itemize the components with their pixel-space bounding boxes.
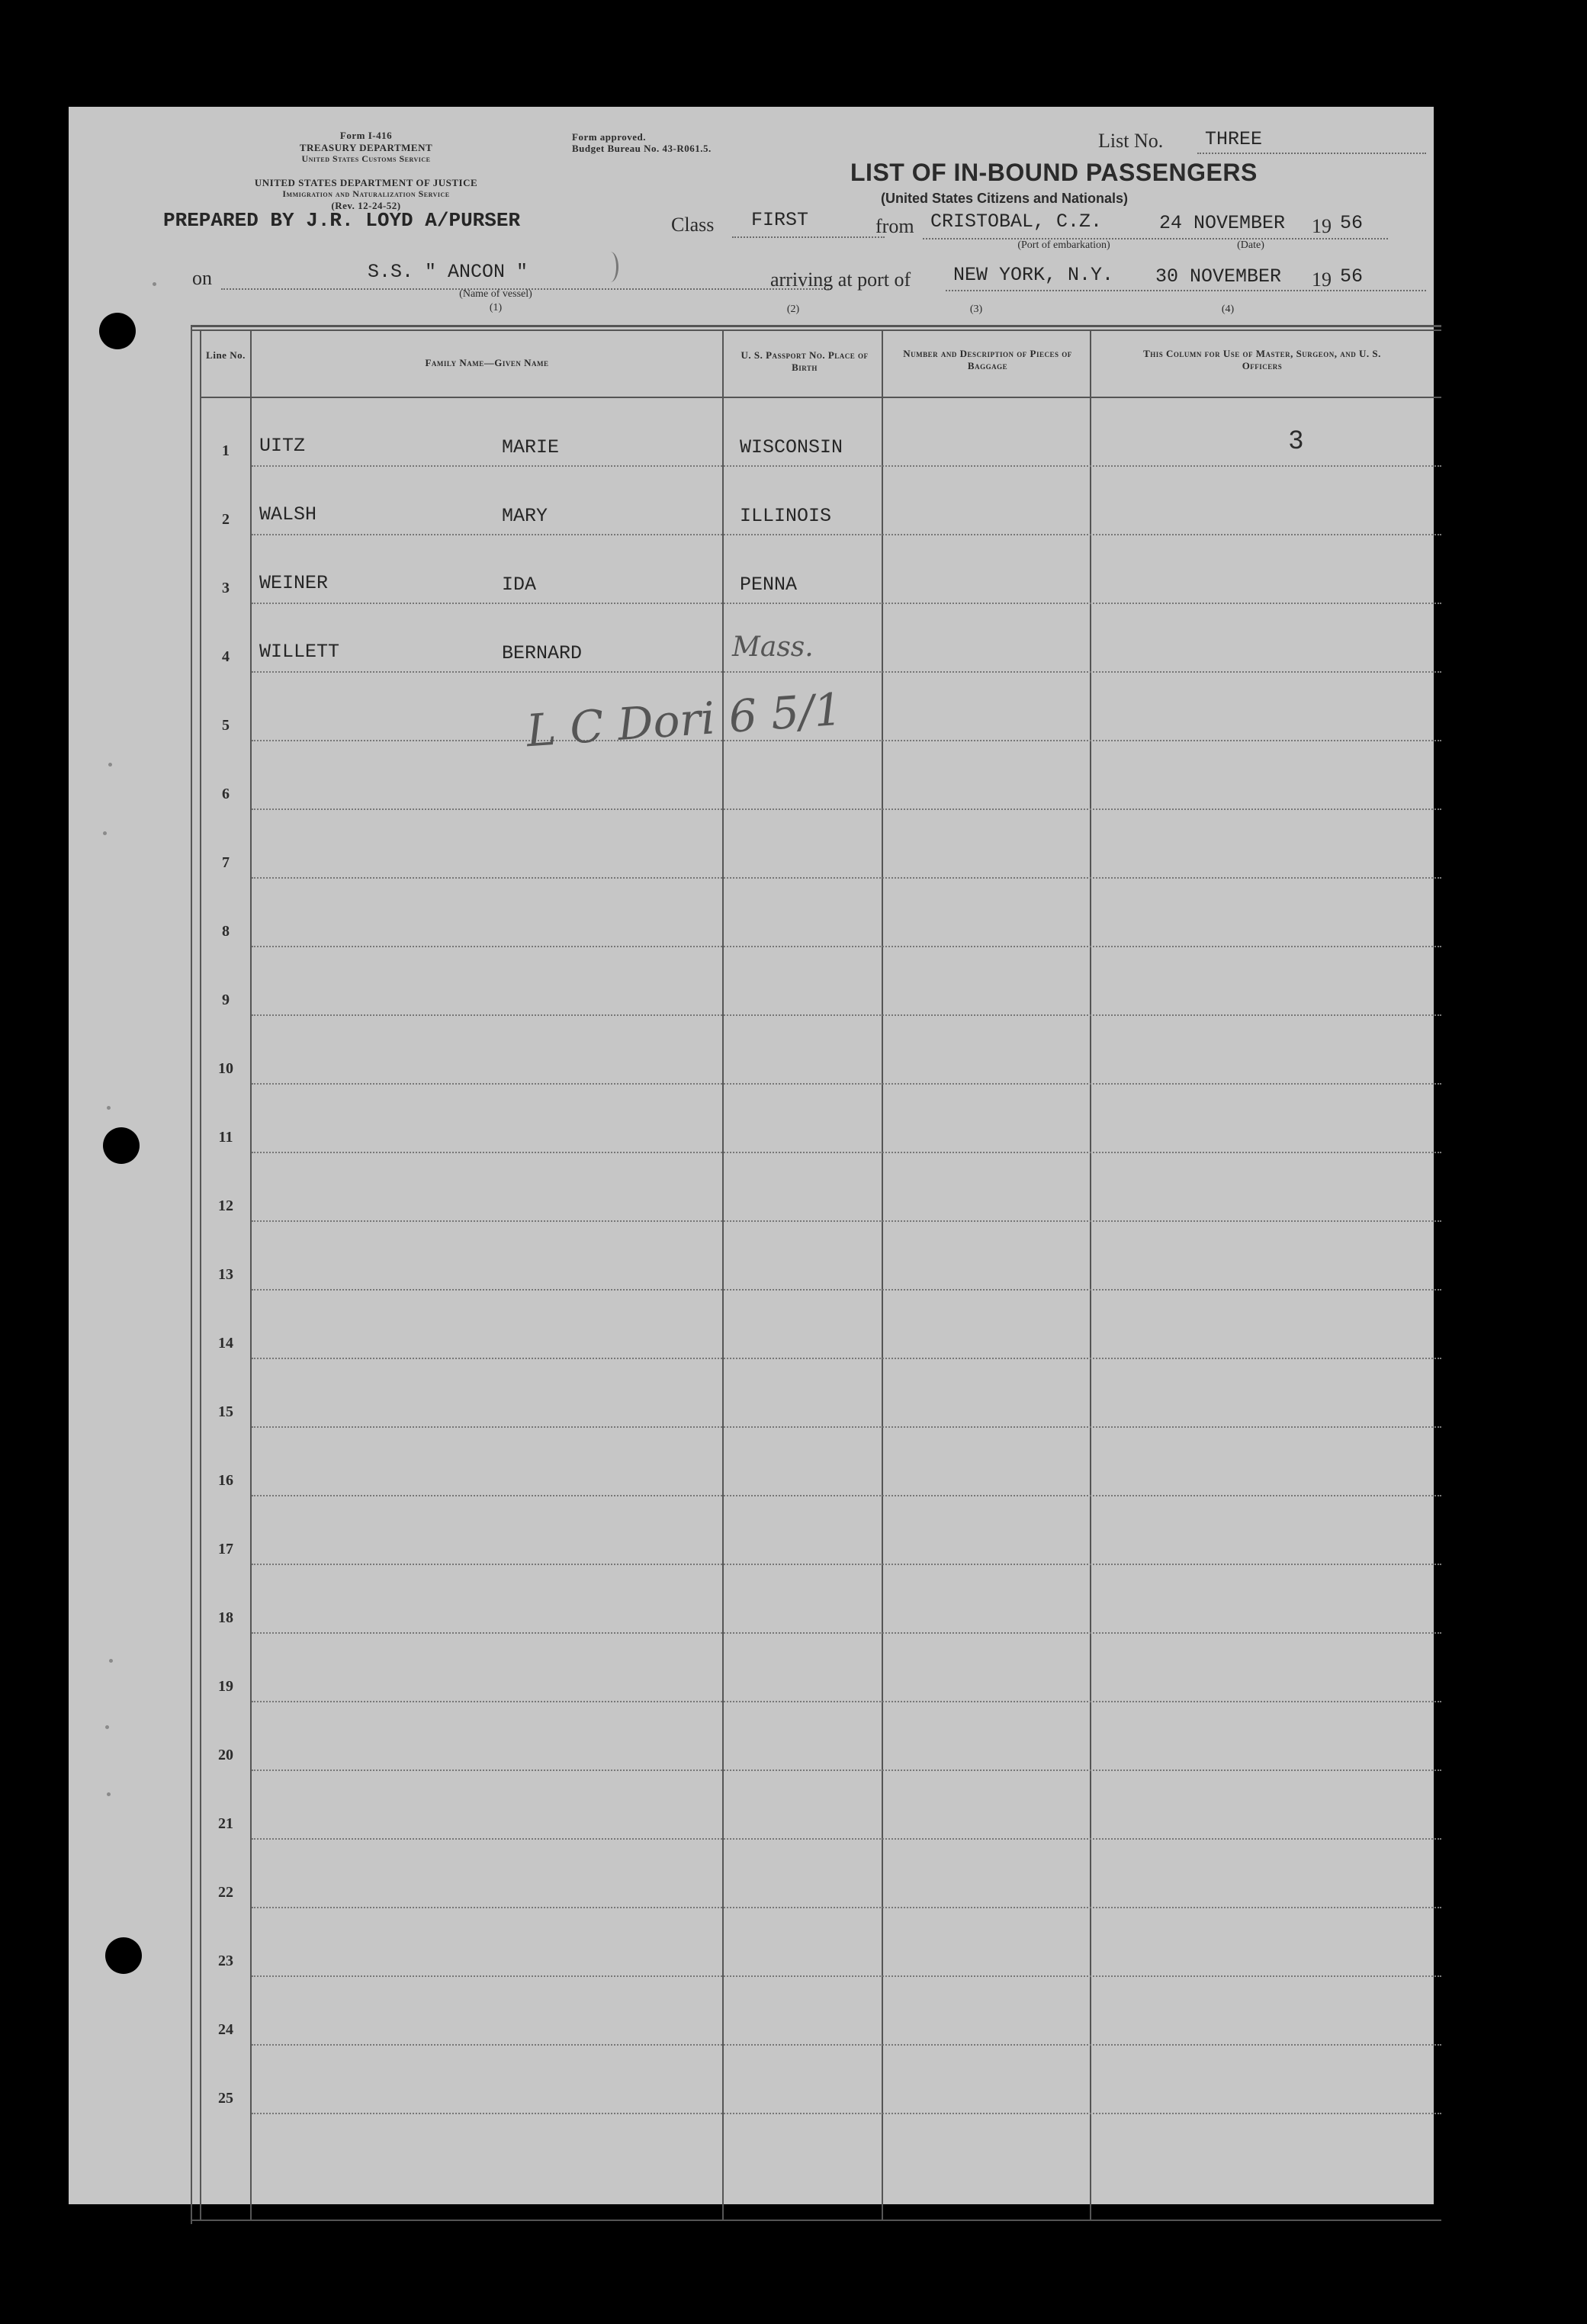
date-note: (Date) bbox=[1237, 239, 1264, 251]
from-date: 24 NOVEMBER bbox=[1159, 212, 1286, 234]
binder-hole-top bbox=[99, 313, 136, 349]
class-underline bbox=[732, 236, 885, 238]
table-top-rule-2 bbox=[191, 329, 1441, 331]
col3-marker: (3) bbox=[969, 304, 983, 315]
class-label: Class bbox=[671, 214, 715, 236]
line-number: 6 bbox=[222, 786, 230, 802]
class-value: FIRST bbox=[751, 209, 809, 231]
prepared-by: PREPARED BY J.R. LOYD A/PURSER bbox=[163, 209, 521, 232]
family-name: UITZ bbox=[259, 435, 306, 457]
arriving-label: arriving at port of bbox=[770, 268, 911, 291]
form-number: Form I-416 bbox=[339, 130, 393, 141]
row-rule bbox=[252, 1426, 1441, 1428]
line-number: 15 bbox=[218, 1403, 233, 1420]
row-rule bbox=[252, 877, 1441, 879]
family-name: WALSH bbox=[259, 503, 317, 526]
line-number: 9 bbox=[222, 992, 230, 1008]
table-top-rule bbox=[191, 325, 1441, 327]
margin-speck bbox=[109, 1659, 113, 1663]
from-port: CRISTOBAL, C.Z. bbox=[930, 211, 1103, 233]
list-no-label: List No. bbox=[1098, 130, 1164, 152]
margin-speck bbox=[153, 282, 156, 286]
line-number: 8 bbox=[222, 923, 230, 940]
row-rule bbox=[252, 946, 1441, 947]
table-bottom-rule bbox=[191, 2220, 1441, 2221]
arrival-port: NEW YORK, N.Y. bbox=[953, 264, 1114, 286]
line-number: 22 bbox=[218, 1884, 233, 1901]
row-rule bbox=[252, 1358, 1441, 1359]
row-rule bbox=[252, 1289, 1441, 1291]
header-bottom-rule bbox=[200, 397, 1441, 398]
line-number: 3 bbox=[222, 580, 230, 596]
name-col-border bbox=[722, 329, 724, 2220]
row-rule bbox=[252, 1632, 1441, 1634]
line-number: 12 bbox=[218, 1197, 233, 1214]
header-passport: U. S. Passport No. Place of Birth bbox=[740, 349, 869, 373]
port-embarkation-note: (Port of embarkation) bbox=[1017, 239, 1110, 251]
line-number: 16 bbox=[218, 1472, 233, 1489]
row-rule bbox=[252, 2044, 1441, 2046]
margin-speck bbox=[107, 1792, 111, 1796]
margin-speck bbox=[103, 831, 107, 835]
agency-ins: Immigration and Naturalization Service bbox=[282, 188, 450, 199]
header-officers: This Column for Use of Master, Surgeon, and U. S. Officers bbox=[1143, 348, 1381, 371]
list-no-underline bbox=[1197, 153, 1426, 154]
given-name: BERNARD bbox=[502, 642, 583, 664]
from-year: 56 bbox=[1340, 212, 1364, 234]
family-name: WILLETT bbox=[259, 641, 340, 663]
binder-hole-middle bbox=[103, 1127, 140, 1164]
form-approved: Form approved. bbox=[572, 131, 647, 143]
form-title: LIST OF IN-BOUND PASSENGERS bbox=[850, 159, 1258, 186]
line-number: 19 bbox=[218, 1678, 233, 1695]
vessel-name: S.S. " ANCON " bbox=[368, 261, 528, 283]
given-name: MARIE bbox=[502, 436, 560, 458]
row-rule bbox=[252, 465, 1441, 467]
vessel-note: (Name of vessel) bbox=[459, 288, 532, 300]
row-rule bbox=[252, 1014, 1441, 1016]
agency-treasury: TREASURY DEPARTMENT bbox=[299, 142, 433, 153]
agency-customs: United States Customs Service bbox=[301, 153, 431, 164]
table-left-border bbox=[191, 325, 192, 2224]
line-number: 23 bbox=[218, 1953, 233, 1969]
place-of-birth: WISCONSIN bbox=[740, 436, 843, 458]
given-name: MARY bbox=[502, 505, 548, 527]
budget-bureau: Budget Bureau No. 43-R061.5. bbox=[572, 143, 712, 154]
row-rule bbox=[252, 1083, 1441, 1085]
line-number: 7 bbox=[222, 854, 230, 871]
margin-speck bbox=[105, 1725, 109, 1729]
line-number: 25 bbox=[218, 2090, 233, 2107]
line-number: 5 bbox=[222, 717, 230, 734]
form-subtitle: (United States Citizens and Nationals) bbox=[881, 191, 1129, 206]
binder-hole-bottom bbox=[105, 1937, 142, 1974]
margin-speck bbox=[107, 1106, 111, 1110]
row-rule bbox=[252, 1701, 1441, 1702]
form-revision: (Rev. 12-24-52) bbox=[331, 200, 401, 211]
row-rule bbox=[252, 1770, 1441, 1771]
row-rule bbox=[252, 1907, 1441, 1908]
row-rule bbox=[252, 671, 1441, 673]
row-rule bbox=[252, 1975, 1441, 1977]
given-name: IDA bbox=[502, 574, 537, 596]
line-number: 18 bbox=[218, 1609, 233, 1626]
line-number: 4 bbox=[222, 648, 230, 665]
from-label: from bbox=[875, 215, 914, 237]
agency-justice: UNITED STATES DEPARTMENT OF JUSTICE bbox=[254, 177, 478, 188]
from-year-prefix: 19 bbox=[1312, 215, 1332, 237]
handwritten-note: L C Dori 6 5/1 bbox=[525, 683, 844, 757]
row-rule bbox=[252, 1838, 1441, 1840]
arrival-underline bbox=[946, 290, 1426, 291]
baggage-col-border bbox=[1090, 329, 1091, 2220]
row-rule bbox=[252, 1152, 1441, 1153]
line-number: 17 bbox=[218, 1541, 233, 1557]
lineno-col-border-left bbox=[200, 329, 201, 2220]
arrival-year: 56 bbox=[1340, 265, 1364, 288]
on-label: on bbox=[192, 267, 212, 289]
line-number: 24 bbox=[218, 2021, 233, 2038]
pencil-mark bbox=[602, 252, 618, 282]
line-number: 20 bbox=[218, 1747, 233, 1763]
line-number: 2 bbox=[222, 511, 230, 528]
header-name: Family Name—Given Name bbox=[425, 357, 549, 368]
header-line-no: Line No. bbox=[206, 349, 246, 361]
row-rule bbox=[252, 534, 1441, 535]
lineno-col-border bbox=[250, 329, 252, 2220]
row-rule bbox=[252, 740, 1441, 741]
birth-col-border bbox=[882, 329, 883, 2220]
line-number: 13 bbox=[218, 1266, 233, 1283]
row-rule bbox=[252, 1495, 1441, 1496]
col4-marker: (4) bbox=[1221, 304, 1235, 315]
row-rule bbox=[252, 808, 1441, 810]
col2-marker: (2) bbox=[786, 304, 800, 315]
family-name: WEINER bbox=[259, 572, 329, 594]
form-page bbox=[69, 107, 1434, 2204]
line-number: 14 bbox=[218, 1335, 233, 1352]
officers-note: 3 bbox=[1289, 426, 1303, 455]
line-number: 1 bbox=[222, 442, 230, 459]
arrival-year-prefix: 19 bbox=[1312, 268, 1332, 291]
margin-speck bbox=[108, 763, 112, 767]
line-number: 10 bbox=[218, 1060, 233, 1077]
row-rule bbox=[252, 603, 1441, 604]
row-rule bbox=[252, 1220, 1441, 1222]
list-no-value: THREE bbox=[1205, 128, 1263, 150]
row-rule bbox=[252, 1564, 1441, 1565]
place-of-birth: PENNA bbox=[740, 574, 798, 596]
place-of-birth: Mass. bbox=[732, 632, 814, 663]
line-number: 11 bbox=[218, 1129, 233, 1146]
row-rule bbox=[252, 2113, 1441, 2114]
line-number: 21 bbox=[218, 1815, 233, 1832]
arrival-date: 30 NOVEMBER bbox=[1155, 265, 1282, 288]
place-of-birth: ILLINOIS bbox=[740, 505, 832, 527]
header-baggage: Number and Description of Pieces of Baggage bbox=[903, 348, 1072, 371]
col1-marker: (1) bbox=[489, 302, 503, 313]
